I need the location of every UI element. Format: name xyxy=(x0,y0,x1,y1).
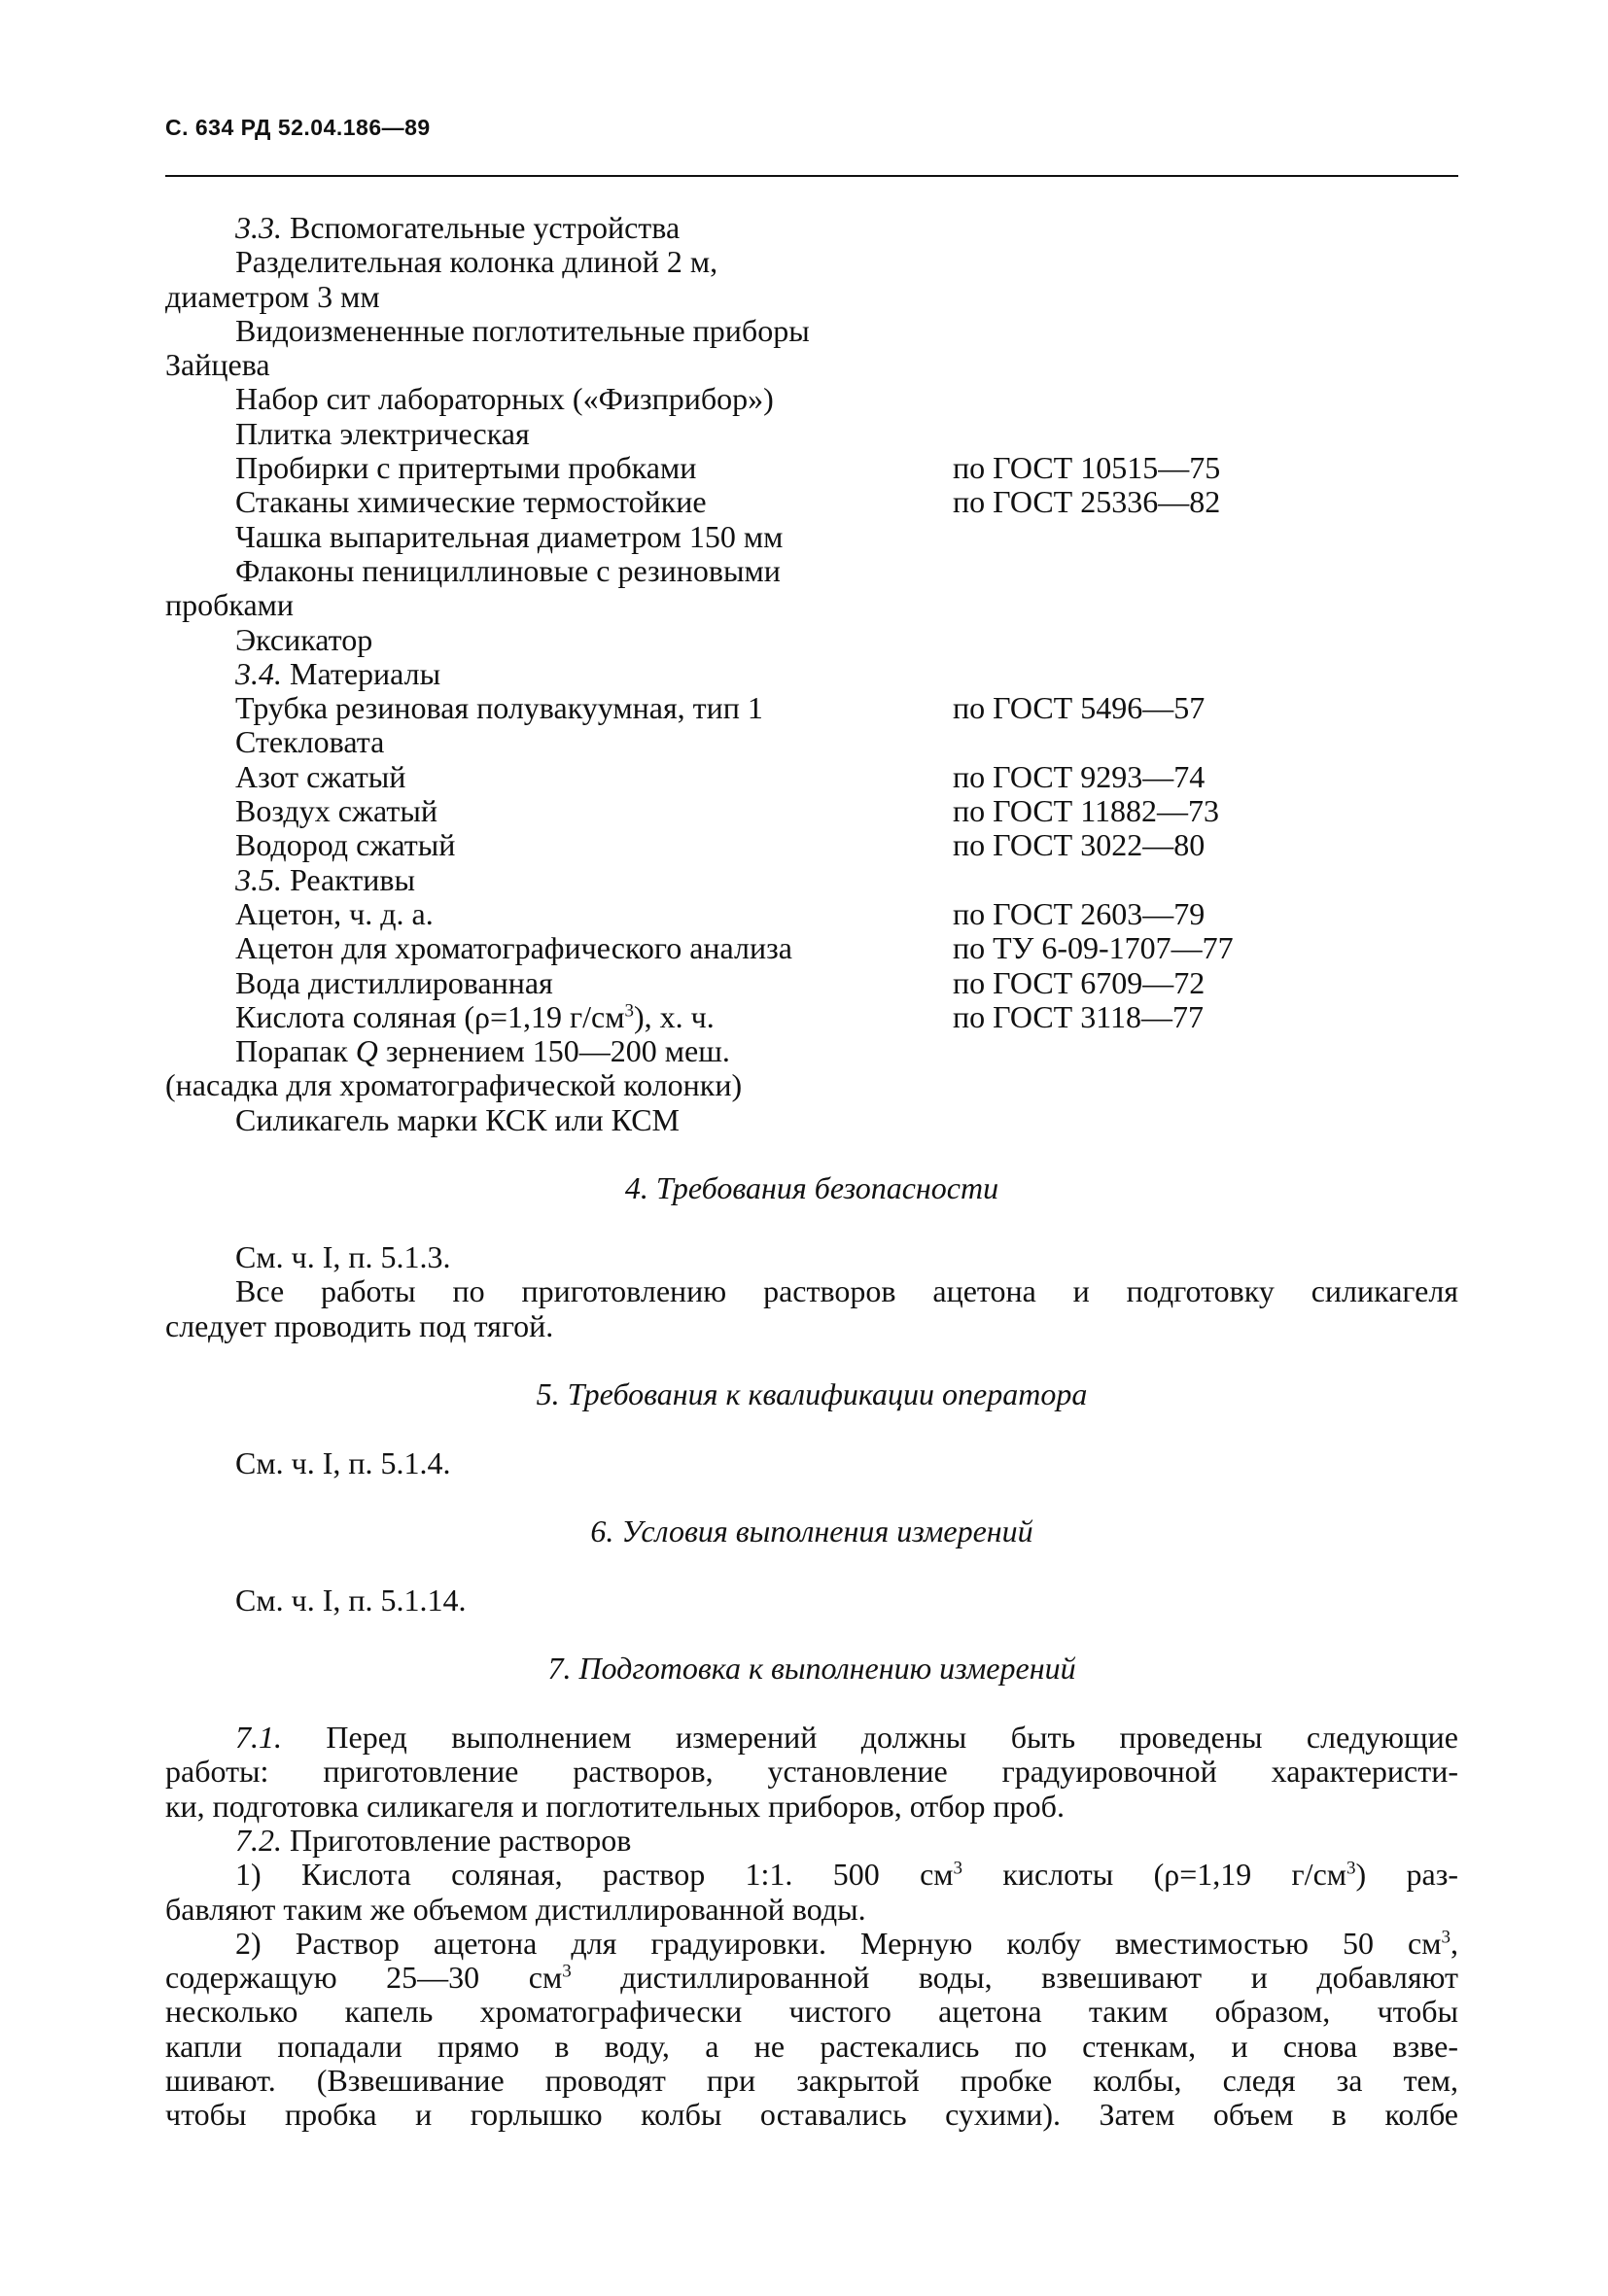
standard-ref: по ГОСТ 9293—74 xyxy=(953,758,1206,794)
header-rule xyxy=(165,175,1458,177)
reference-text: См. ч. I, п. 5.1.4. xyxy=(235,1444,451,1480)
reference-text: См. ч. I, п. 5.1.14. xyxy=(235,1582,467,1618)
standard-ref: по ГОСТ 3118—77 xyxy=(953,998,1205,1034)
spacer xyxy=(165,1480,1458,1514)
list-item-continuation: пробками xyxy=(165,587,295,623)
list-item xyxy=(165,828,1458,862)
paragraph-line: работы: приготовление растворов, установление градуировочной характеристи- xyxy=(165,1754,1458,1790)
section-3-4-heading xyxy=(165,657,1458,691)
paragraph-text: Приготовление растворов xyxy=(282,1822,632,1858)
superscript: 3 xyxy=(1441,1927,1451,1948)
section-3-3-heading xyxy=(165,211,1458,245)
section-number: 3.3. xyxy=(235,210,282,245)
superscript: 3 xyxy=(1346,1858,1356,1879)
list-item xyxy=(165,897,1458,931)
item-symbol: Q xyxy=(355,1033,378,1069)
list-item-continuation: Зайцева xyxy=(165,347,270,383)
paragraph-text: 2) Раствор ацетона для градуировки. Мерную колбу вместимостью 50 см xyxy=(235,1925,1442,1961)
standard-ref: по ГОСТ 6709—72 xyxy=(953,964,1206,1000)
paragraph-number: 7.1. xyxy=(235,1720,282,1756)
paragraph-text: дистиллированной воды, взвешивают и добавляют xyxy=(571,1960,1459,1996)
section-title: Материалы xyxy=(282,655,441,691)
paragraph-number: 7.2. xyxy=(235,1822,282,1858)
item-name: Пробирки с притертыми пробками xyxy=(235,450,697,486)
paragraph-text: содержащую 25—30 см xyxy=(165,1960,563,1996)
section-title: Вспомогательные устройства xyxy=(282,210,681,245)
superscript: 3 xyxy=(953,1858,963,1879)
list-item xyxy=(165,691,1458,725)
list-item: Силикагель марки КСК или КСМ xyxy=(235,1101,680,1137)
paragraph-line xyxy=(165,1927,1458,1961)
item-name: Азот сжатый xyxy=(235,758,406,794)
item-text: ), х. ч. xyxy=(633,998,715,1034)
spacer xyxy=(165,1618,1458,1652)
list-item: Стекловата xyxy=(235,724,385,760)
list-item xyxy=(165,1000,1458,1034)
item-name: Вода дистиллированная xyxy=(235,964,553,1000)
section-number: 3.4. xyxy=(235,655,282,691)
list-item xyxy=(165,794,1458,828)
spacer xyxy=(165,1411,1458,1445)
section-title: Реактивы xyxy=(282,861,416,897)
item-name: Ацетон для хроматографического анализа xyxy=(235,930,792,966)
document-body xyxy=(165,211,1458,2133)
section-5-heading: 5. Требования к квалификации оператора xyxy=(536,1376,1088,1412)
standard-ref: по ГОСТ 10515—75 xyxy=(953,450,1221,486)
paragraph-text: , xyxy=(1451,1925,1458,1961)
list-item: Эксикатор xyxy=(235,621,373,657)
spacer xyxy=(165,1137,1458,1171)
item-name: Ацетон, ч. д. а. xyxy=(235,895,434,931)
item-name: Водород сжатый xyxy=(235,827,456,863)
list-item: Видоизмененные поглотительные приборы xyxy=(235,312,810,348)
list-item xyxy=(165,1034,1458,1068)
list-item: Плитка электрическая xyxy=(235,415,530,451)
paragraph-line: шивают. (Взвешивание проводят при закрытой пробке колбы, следя за тем, xyxy=(165,2063,1458,2099)
standard-ref: по ГОСТ 5496—57 xyxy=(953,690,1206,726)
list-item xyxy=(165,451,1458,485)
list-item: Набор сит лабораторных («Физприбор») xyxy=(235,381,774,417)
paragraph-line: капли попадали прямо в воду, а не растекались по стенкам, и снова взве- xyxy=(165,2028,1458,2064)
list-item: Чашка выпарительная диаметром 150 мм xyxy=(235,518,784,554)
list-item-continuation: (насадка для хроматографической колонки) xyxy=(165,1067,743,1103)
list-item xyxy=(165,931,1458,965)
paragraph-text: 1) Кислота соляная, раствор 1:1. 500 см xyxy=(235,1857,954,1893)
list-item xyxy=(165,760,1458,794)
list-item: Разделительная колонка длиной 2 м, xyxy=(235,244,718,280)
list-item xyxy=(165,966,1458,1000)
section-number: 3.5. xyxy=(235,861,282,897)
paragraph-line: ки, подготовка силикагеля и поглотительных приборов, отбор проб. xyxy=(165,1788,1065,1824)
section-7-heading: 7. Подготовка к выполнению измерений xyxy=(547,1651,1076,1687)
section-3-5-heading xyxy=(165,863,1458,897)
paragraph-line: чтобы пробка и горлышко колбы оставались сухими). Затем объем в колбе xyxy=(165,2097,1458,2133)
item-name: Воздух сжатый xyxy=(235,793,437,829)
item-text: зернением 150—200 меш. xyxy=(377,1033,730,1069)
item-name: Трубка резиновая полувакуумная, тип 1 xyxy=(235,690,763,726)
page-header: С. 634 РД 52.04.186—89 xyxy=(165,115,431,140)
superscript: 3 xyxy=(624,1000,634,1022)
standard-ref: по ГОСТ 25336—82 xyxy=(953,484,1221,520)
item-text: Кислота соляная (ρ=1,19 г/см xyxy=(235,998,625,1034)
spacer xyxy=(165,1343,1458,1377)
paragraph-text: кислоты (ρ=1,19 г/см xyxy=(962,1857,1347,1893)
paragraph-line: бавляют таким же объемом дистиллированной воды. xyxy=(165,1891,866,1927)
item-name xyxy=(235,999,715,1034)
list-item xyxy=(165,485,1458,519)
item-name: Стаканы химические термостойкие xyxy=(235,484,707,520)
list-item: Флаконы пенициллиновые с резиновыми xyxy=(235,552,781,588)
standard-ref: по ГОСТ 2603—79 xyxy=(953,895,1206,931)
standard-ref: по ГОСТ 11882—73 xyxy=(953,793,1220,829)
paragraph-line: следует проводить под тягой. xyxy=(165,1307,554,1343)
spacer xyxy=(165,1549,1458,1583)
subsection-heading xyxy=(165,1824,1458,1858)
section-4-heading: 4. Требования безопасности xyxy=(624,1170,999,1206)
paragraph-line: Все работы по приготовлению растворов ацетона и подготовку силикагеля xyxy=(235,1273,1458,1309)
list-item-continuation: диаметром 3 мм xyxy=(165,278,380,314)
standard-ref: по ТУ 6-09-1707—77 xyxy=(953,930,1234,966)
spacer xyxy=(165,1206,1458,1240)
paragraph-line xyxy=(165,1961,1458,1995)
reference-text: См. ч. I, п. 5.1.3. xyxy=(235,1238,451,1274)
standard-ref: по ГОСТ 3022—80 xyxy=(953,827,1206,863)
paragraph-text: Перед выполнением измерений должны быть проведены следующие xyxy=(282,1720,1458,1756)
paragraph-line xyxy=(165,1858,1458,1892)
spacer xyxy=(165,1687,1458,1721)
paragraph-line xyxy=(165,1721,1458,1755)
superscript: 3 xyxy=(562,1961,572,1982)
item-text: Порапак xyxy=(235,1033,356,1069)
paragraph-text: ) раз- xyxy=(1355,1857,1459,1893)
section-6-heading: 6. Условия выполнения измерений xyxy=(590,1513,1033,1549)
paragraph-line: несколько капель хроматографически чистого ацетона таким образом, чтобы xyxy=(165,1994,1458,2030)
